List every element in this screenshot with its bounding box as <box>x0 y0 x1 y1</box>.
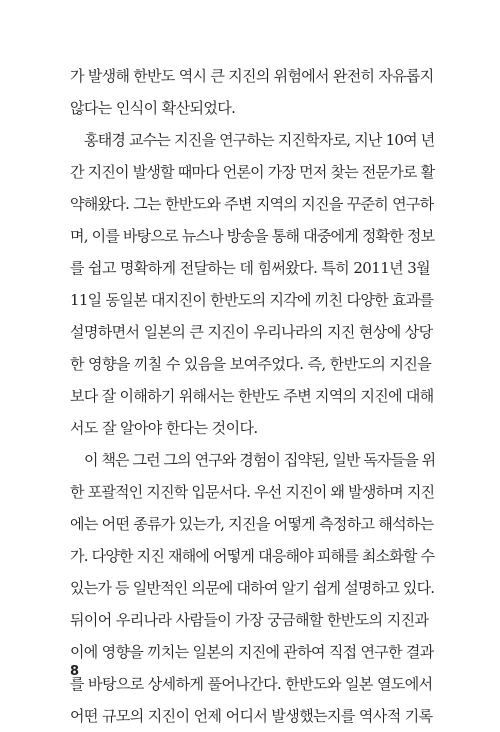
text-line: 를 쉽고 명확하게 전달하는 데 힘써왔다. 특히 2011년 3월 <box>70 259 431 277</box>
text-line: 이 책은 그런 그의 연구와 경험이 집약된, 일반 독자들을 위 <box>84 451 436 469</box>
text-line: 보다 잘 이해하기 위해서는 한반도 주변 지역의 지진에 대해 <box>70 387 434 405</box>
text-line: 가 발생해 한반도 역시 큰 지진의 위험에서 완전히 자유롭지 <box>70 67 434 85</box>
text-line: 간 지진이 발생할 때마다 언론이 가장 먼저 찾는 전문가로 활 <box>70 163 435 181</box>
body-text <box>70 60 436 732</box>
text-line: 한 포괄적인 지진학 입문서다. 우선 지진이 왜 발생하며 지진 <box>70 483 435 501</box>
page-number: 8 <box>70 664 80 679</box>
text-line: 이에 영향을 끼치는 일본의 지진에 관하여 직접 연구한 결과 <box>70 643 434 661</box>
text-line: 홍태경 교수는 지진을 연구하는 지진학자로, 지난 10여 년 <box>84 131 435 149</box>
text-line: 약해왔다. 그는 한반도와 주변 지역의 지진을 꾸준히 연구하 <box>70 195 434 213</box>
text-line: 를 바탕으로 상세하게 풀어나간다. 한반도와 일본 열도에서 <box>70 675 433 693</box>
text-line: 며, 이를 바탕으로 뉴스나 방송을 통해 대중에게 정확한 정보 <box>70 227 435 245</box>
text-line: 있는가 등 일반적인 의문에 대하여 알기 쉽게 설명하고 있다. <box>70 579 435 597</box>
text-line: 에는 어떤 종류가 있는가, 지진을 어떻게 측정하고 해석하는 <box>70 515 434 533</box>
text-line: 한 영향을 끼칠 수 있음을 보여주었다. 즉, 한반도의 지진을 <box>70 355 432 373</box>
text-line: 서도 잘 알아야 한다는 것이다. <box>70 419 258 437</box>
text-line: 가. 다양한 지진 재해에 어떻게 대응해야 피해를 최소화할 수 <box>70 547 435 565</box>
text-line: 뒤이어 우리나라 사람들이 가장 궁금해할 한반도의 지진과 <box>70 611 429 629</box>
text-line: 어떤 규모의 지진이 언제 어디서 발생했는지를 역사적 기록 <box>70 707 433 725</box>
text-line: 설명하면서 일본의 큰 지진이 우리나라의 지진 현상에 상당 <box>70 323 433 341</box>
text-line: 않다는 인식이 확산되었다. <box>70 99 236 117</box>
text-line: 11일 동일본 대지진이 한반도의 지각에 끼친 다양한 효과를 <box>70 291 434 309</box>
